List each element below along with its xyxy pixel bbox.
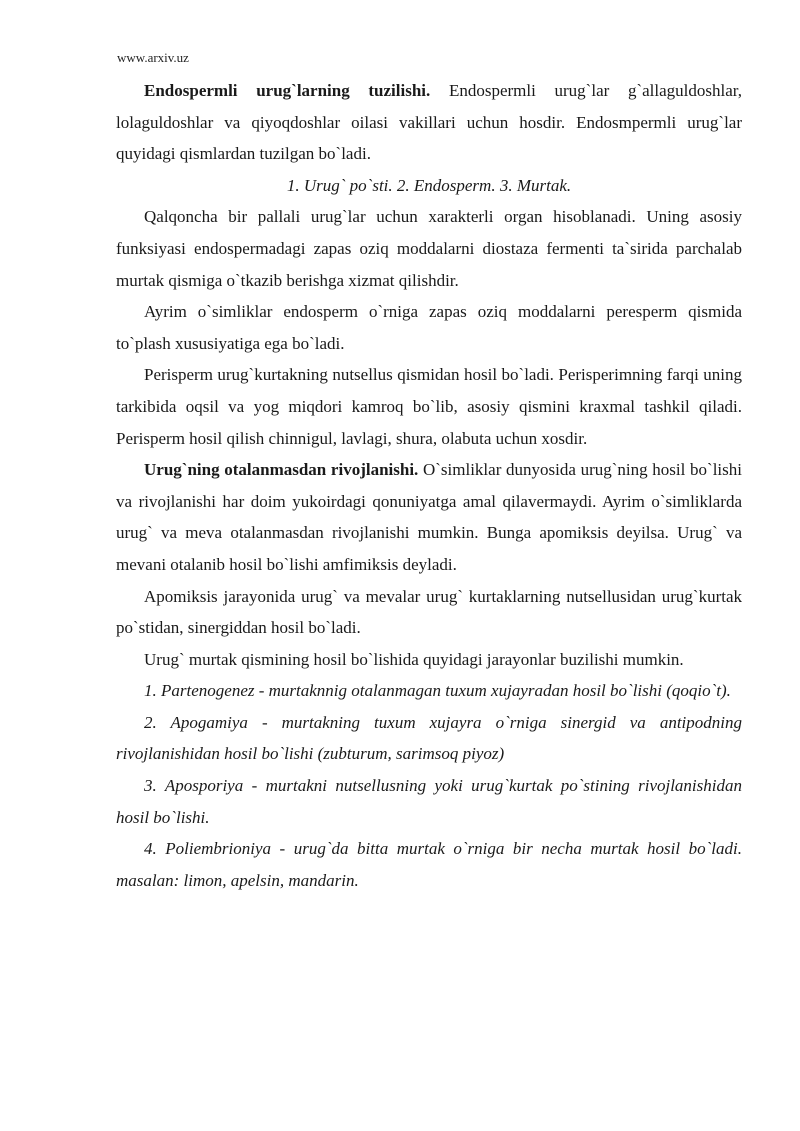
paragraph-text: O`simliklar dunyosida urug`ning hosil bo`lishi va rivojlanishi har doim yukoirdagi qonuniyatga amal qilavermaydi. Ayrim o`simliklarda urug` va meva otalanmasdan rivojlanishi mumkin. Bunga apomiksis deyilsa. Urug` va mevani otalanib hosil bo`lishi amfimiksis deyladi. bbox=[116, 460, 742, 574]
paragraph-seed-structure bbox=[116, 75, 742, 170]
list-item-apogamy: 2. Apogamiya - murtakning tuxum xujayra o`rniga sinergid va antipodning rivojlanishidan hosil bo`lishi (zubturum, sarimsoq piyoz) bbox=[116, 712, 742, 764]
site-url: www.arxiv.uz bbox=[117, 50, 189, 65]
list-item-apospory: 3. Aposporiya - murtakni nutsellusning yoki urug`kurtak po`stining rivojlanishidan hosil bo`lishi. bbox=[116, 776, 742, 827]
paragraph-apomixis-process: Apomiksis jarayonida urug` va mevalar urug` kurtaklarning nutsellusidan urug`kurtak po`stidan, sinergiddan hosil bo`ladi. bbox=[116, 586, 742, 638]
seed-parts-list: 1. Urug` po`sti. 2. Endosperm. 3. Murtak. bbox=[286, 175, 572, 195]
list-item-polyembryony: 4. Poliembrioniya - urug`da bitta murtak o`rniga bir necha murtak hosil bo`ladi. masalan: limon, apelsin, mandarin. bbox=[116, 839, 742, 890]
paragraph-apomixis bbox=[116, 454, 742, 580]
document-body bbox=[116, 75, 742, 896]
paragraph-perisperm: Perisperm urug`kurtakning nutsellus qismidan hosil bo`ladi. Perisperimning farqi uning tarkibida oqsil va yog miqdori kamroq bo`lib, asosiy qismini kraxmal tashkil qiladi. Perisperm hosil qilish chinnigul, lavlagi, shura, olabuta uchun xosdir. bbox=[116, 365, 742, 448]
paragraph-embryo-disruptions: Urug` murtak qismining hosil bo`lishida quyidagi jarayonlar buzilishi mumkin. bbox=[144, 649, 684, 669]
paragraph-perisperm-storage: Ayrim o`simliklar endosperm o`rniga zapas oziq moddalarni peresperm qismida to`plash xususiyatiga ega bo`ladi. bbox=[116, 302, 742, 353]
list-item-parthenogenesis: 1. Partenogenez - murtaknnig otalanmagan tuxum xujayradan hosil bo`lishi (qoqio`t). bbox=[144, 681, 731, 701]
paragraph-scutellum: Qalqoncha bir pallali urug`lar uchun xarakterli organ hisoblanadi. Uning asosiy funksiyasi endospermadagi zapas oziq moddalarni diostaza fermenti ta`sirida parchalab murtak qismiga o`tkazib berishga xizmat qilishdir. bbox=[116, 207, 742, 290]
section-heading-endosperm-seeds: Endospermli urug`larning tuzilishi. bbox=[144, 81, 431, 100]
paragraph-text: Endospermli urug`lar g`allaguldoshlar, lolaguldoshlar va qiyoqdoshlar oilasi vakillari uchun hosdir. Endosmpermli urug`lar quyidagi qismlardan tuzilgan bo`ladi. bbox=[116, 81, 742, 164]
section-heading-apomixis: Urug`ning otalanmasdan rivojlanishi. bbox=[144, 460, 419, 480]
